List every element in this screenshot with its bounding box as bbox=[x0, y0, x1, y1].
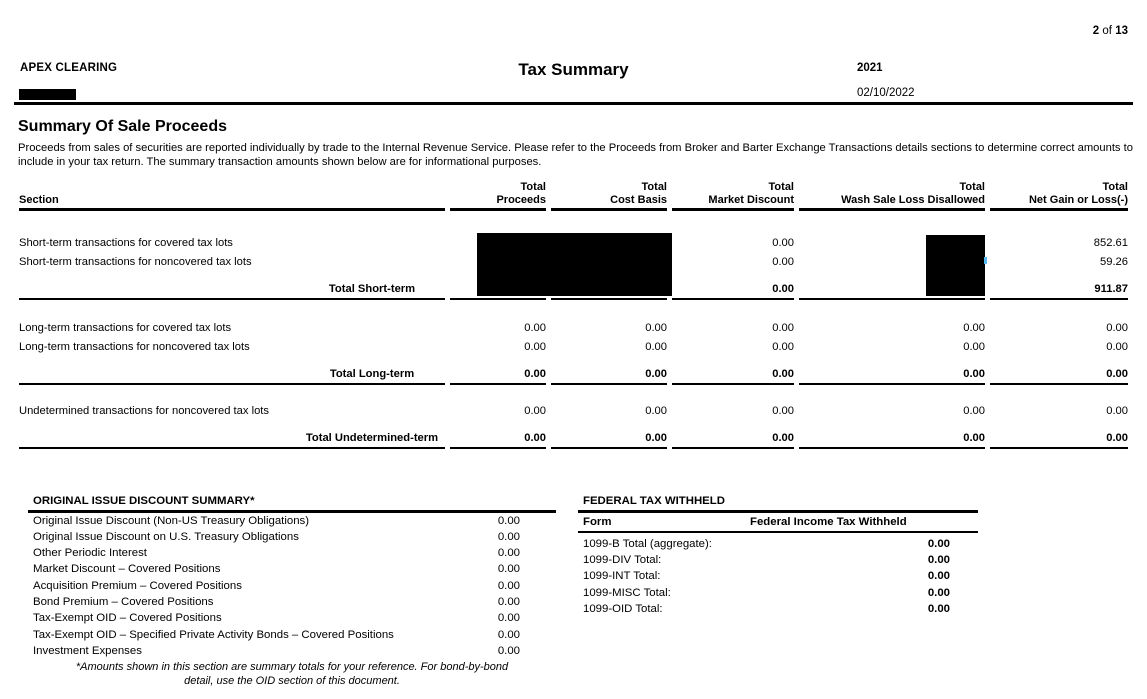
cell-proceeds: 0.00 bbox=[524, 340, 546, 353]
row-label: Undetermined transactions for noncovered tax lots bbox=[19, 404, 269, 417]
federal-row-value: 0.00 bbox=[927, 603, 950, 616]
cell-proceeds: 0.00 bbox=[450, 364, 546, 385]
oid-row-label: Bond Premium – Covered Positions bbox=[33, 595, 214, 608]
cell-market-discount: 0.00 bbox=[672, 364, 794, 385]
oid-row-value: 0.00 bbox=[497, 530, 520, 543]
page-current: 2 bbox=[1092, 25, 1100, 37]
page-total: 13 bbox=[1115, 25, 1128, 37]
cell-wash-sale: 0.00 bbox=[799, 364, 985, 385]
table-row-long-term-noncovered bbox=[19, 337, 1128, 356]
firm-name: APEX CLEARING bbox=[20, 62, 118, 74]
spacer-row bbox=[19, 356, 1128, 364]
document-title: Tax Summary bbox=[518, 60, 629, 79]
redaction-short-term-proceeds-cost-basis bbox=[477, 233, 672, 296]
federal-row-label: 1099-INT Total: bbox=[583, 570, 661, 583]
oid-row bbox=[28, 594, 556, 610]
row-label: Long-term transactions for noncovered tax lots bbox=[19, 340, 250, 353]
oid-row bbox=[28, 627, 556, 643]
cell-market-discount: 0.00 bbox=[672, 279, 794, 300]
cell-wash-sale: 0.00 bbox=[963, 404, 985, 417]
oid-row-label: Original Issue Discount on U.S. Treasury Obligations bbox=[33, 530, 299, 543]
cell-net-gain: 0.00 bbox=[1106, 340, 1128, 353]
cell-net-gain: 59.26 bbox=[1100, 255, 1128, 268]
oid-row-label: Tax-Exempt OID – Covered Positions bbox=[33, 612, 222, 625]
oid-summary-panel bbox=[28, 494, 556, 688]
spacer-row bbox=[19, 211, 1128, 233]
spacer-row bbox=[19, 420, 1128, 428]
section-description: Proceeds from sales of securities are reported individually by trade to the Internal Revenue Service. Please refer to the Proceeds from Broker and Barter Exchange Transactions details sections to determine correct amounts to include in your tax return. The summary transaction amounts shown below are for informational purposes. bbox=[18, 142, 1133, 168]
table-row-long-term-covered bbox=[19, 318, 1128, 337]
oid-row-label: Tax-Exempt OID – Specified Private Activity Bonds – Covered Positions bbox=[33, 628, 394, 641]
table-row-undetermined-noncovered bbox=[19, 401, 1128, 420]
cell-cost-basis: 0.00 bbox=[551, 364, 667, 385]
page-indicator bbox=[1093, 25, 1128, 37]
oid-footnote bbox=[28, 661, 556, 688]
federal-row-value: 0.00 bbox=[927, 586, 950, 599]
oid-row bbox=[28, 643, 556, 659]
tax-year: 2021 bbox=[857, 62, 883, 74]
oid-row-label: Original Issue Discount (Non-US Treasury Obligations) bbox=[33, 514, 310, 527]
cell-market-discount: 0.00 bbox=[772, 404, 794, 417]
table-row-total-undetermined bbox=[19, 428, 1128, 449]
col-header-total-wash-sale: Total Wash Sale Loss Disallowed bbox=[799, 181, 985, 211]
federal-row-value: 0.00 bbox=[927, 553, 950, 566]
row-label: Short-term transactions for covered tax lots bbox=[19, 236, 233, 249]
total-row-label: Total Short-term bbox=[19, 279, 445, 300]
cell-market-discount: 0.00 bbox=[772, 340, 794, 353]
federal-row bbox=[578, 536, 978, 552]
col-header-total-market-discount: Total Market Discount bbox=[672, 181, 794, 211]
federal-row-label: 1099-MISC Total: bbox=[583, 586, 671, 599]
total-row-label: Total Long-term bbox=[19, 364, 445, 385]
oid-row-value: 0.00 bbox=[497, 514, 520, 527]
cell-net-gain: 0.00 bbox=[1106, 404, 1128, 417]
cell-wash-sale: 0.00 bbox=[963, 321, 985, 334]
oid-row-value: 0.00 bbox=[497, 595, 520, 608]
federal-row-label: 1099-DIV Total: bbox=[583, 553, 662, 566]
federal-row-label: 1099-OID Total: bbox=[583, 603, 663, 616]
federal-row bbox=[578, 552, 978, 568]
cell-net-gain: 0.00 bbox=[990, 364, 1128, 385]
col-header-form: Form bbox=[583, 515, 612, 528]
cell-proceeds: 0.00 bbox=[524, 404, 546, 417]
redaction-short-term-wash-sale bbox=[926, 235, 985, 296]
oid-row-value: 0.00 bbox=[497, 579, 520, 592]
cell-cost-basis: 0.00 bbox=[551, 428, 667, 449]
cell-market-discount: 0.00 bbox=[672, 428, 794, 449]
federal-row bbox=[578, 601, 978, 617]
header-divider bbox=[14, 102, 1133, 105]
federal-tax-title: FEDERAL TAX WITHHELD bbox=[583, 495, 725, 507]
oid-row bbox=[28, 561, 556, 577]
oid-summary-title: ORIGINAL ISSUE DISCOUNT SUMMARY* bbox=[33, 495, 255, 507]
cell-proceeds: 0.00 bbox=[450, 428, 546, 449]
col-header-total-cost-basis: Total Cost Basis bbox=[551, 181, 667, 211]
oid-row-value: 0.00 bbox=[497, 547, 520, 560]
oid-row-value: 0.00 bbox=[497, 563, 520, 576]
redaction-artifact bbox=[984, 257, 987, 264]
col-header-section: Section bbox=[19, 181, 445, 211]
federal-row-value: 0.00 bbox=[927, 570, 950, 583]
sale-proceeds-table bbox=[14, 181, 1133, 449]
cell-wash-sale: 0.00 bbox=[963, 340, 985, 353]
oid-row-value: 0.00 bbox=[497, 644, 520, 657]
cell-wash-sale: 0.00 bbox=[799, 428, 985, 449]
federal-row-label: 1099-B Total (aggregate): bbox=[583, 537, 712, 550]
cell-market-discount: 0.00 bbox=[772, 236, 794, 249]
cell-net-gain: 0.00 bbox=[990, 428, 1128, 449]
cell-cost-basis: 0.00 bbox=[645, 340, 667, 353]
oid-row-label: Acquisition Premium – Covered Positions bbox=[33, 579, 242, 592]
redaction-account-number bbox=[19, 89, 76, 100]
col-header-total-net-gain: Total Net Gain or Loss(-) bbox=[990, 181, 1128, 211]
oid-row bbox=[28, 529, 556, 545]
oid-footnote-line2: detail, use the OID section of this document. bbox=[184, 674, 400, 687]
oid-row-label: Investment Expenses bbox=[33, 644, 142, 657]
oid-row bbox=[28, 610, 556, 626]
table-row-total-long-term bbox=[19, 364, 1128, 385]
table-header-row bbox=[19, 181, 1128, 211]
federal-row bbox=[578, 568, 978, 584]
federal-table-header bbox=[578, 513, 978, 531]
statement-date: 02/10/2022 bbox=[857, 87, 915, 99]
cell-cost-basis: 0.00 bbox=[645, 321, 667, 334]
total-row-label: Total Undetermined-term bbox=[19, 428, 445, 449]
row-label: Short-term transactions for noncovered tax lots bbox=[19, 255, 252, 268]
col-header-total-proceeds: Total Proceeds bbox=[450, 181, 546, 211]
row-label: Long-term transactions for covered tax lots bbox=[19, 321, 232, 334]
oid-row bbox=[28, 578, 556, 594]
cell-cost-basis: 0.00 bbox=[645, 404, 667, 417]
oid-row-label: Market Discount – Covered Positions bbox=[33, 563, 221, 576]
cell-net-gain: 911.87 bbox=[990, 279, 1128, 300]
cell-net-gain: 0.00 bbox=[1106, 321, 1128, 334]
oid-footnote-line1: *Amounts shown in this section are summary totals for your reference. For bond-by-bond bbox=[75, 661, 509, 674]
cell-market-discount: 0.00 bbox=[772, 321, 794, 334]
spacer-row bbox=[19, 385, 1128, 401]
oid-row-label: Other Periodic Interest bbox=[33, 547, 147, 560]
oid-row-value: 0.00 bbox=[497, 628, 520, 641]
oid-row-value: 0.00 bbox=[497, 612, 520, 625]
col-header-withheld: Federal Income Tax Withheld bbox=[750, 515, 907, 528]
section-heading: Summary Of Sale Proceeds bbox=[18, 118, 227, 135]
spacer-row bbox=[19, 300, 1128, 318]
cell-net-gain: 852.61 bbox=[1093, 236, 1128, 249]
page-of-label: of bbox=[1102, 25, 1112, 37]
cell-proceeds: 0.00 bbox=[524, 321, 546, 334]
federal-row bbox=[578, 585, 978, 601]
federal-tax-withheld-panel bbox=[578, 494, 978, 618]
oid-row bbox=[28, 513, 556, 529]
oid-row bbox=[28, 545, 556, 561]
federal-row-value: 0.00 bbox=[927, 537, 950, 550]
cell-market-discount: 0.00 bbox=[772, 255, 794, 268]
